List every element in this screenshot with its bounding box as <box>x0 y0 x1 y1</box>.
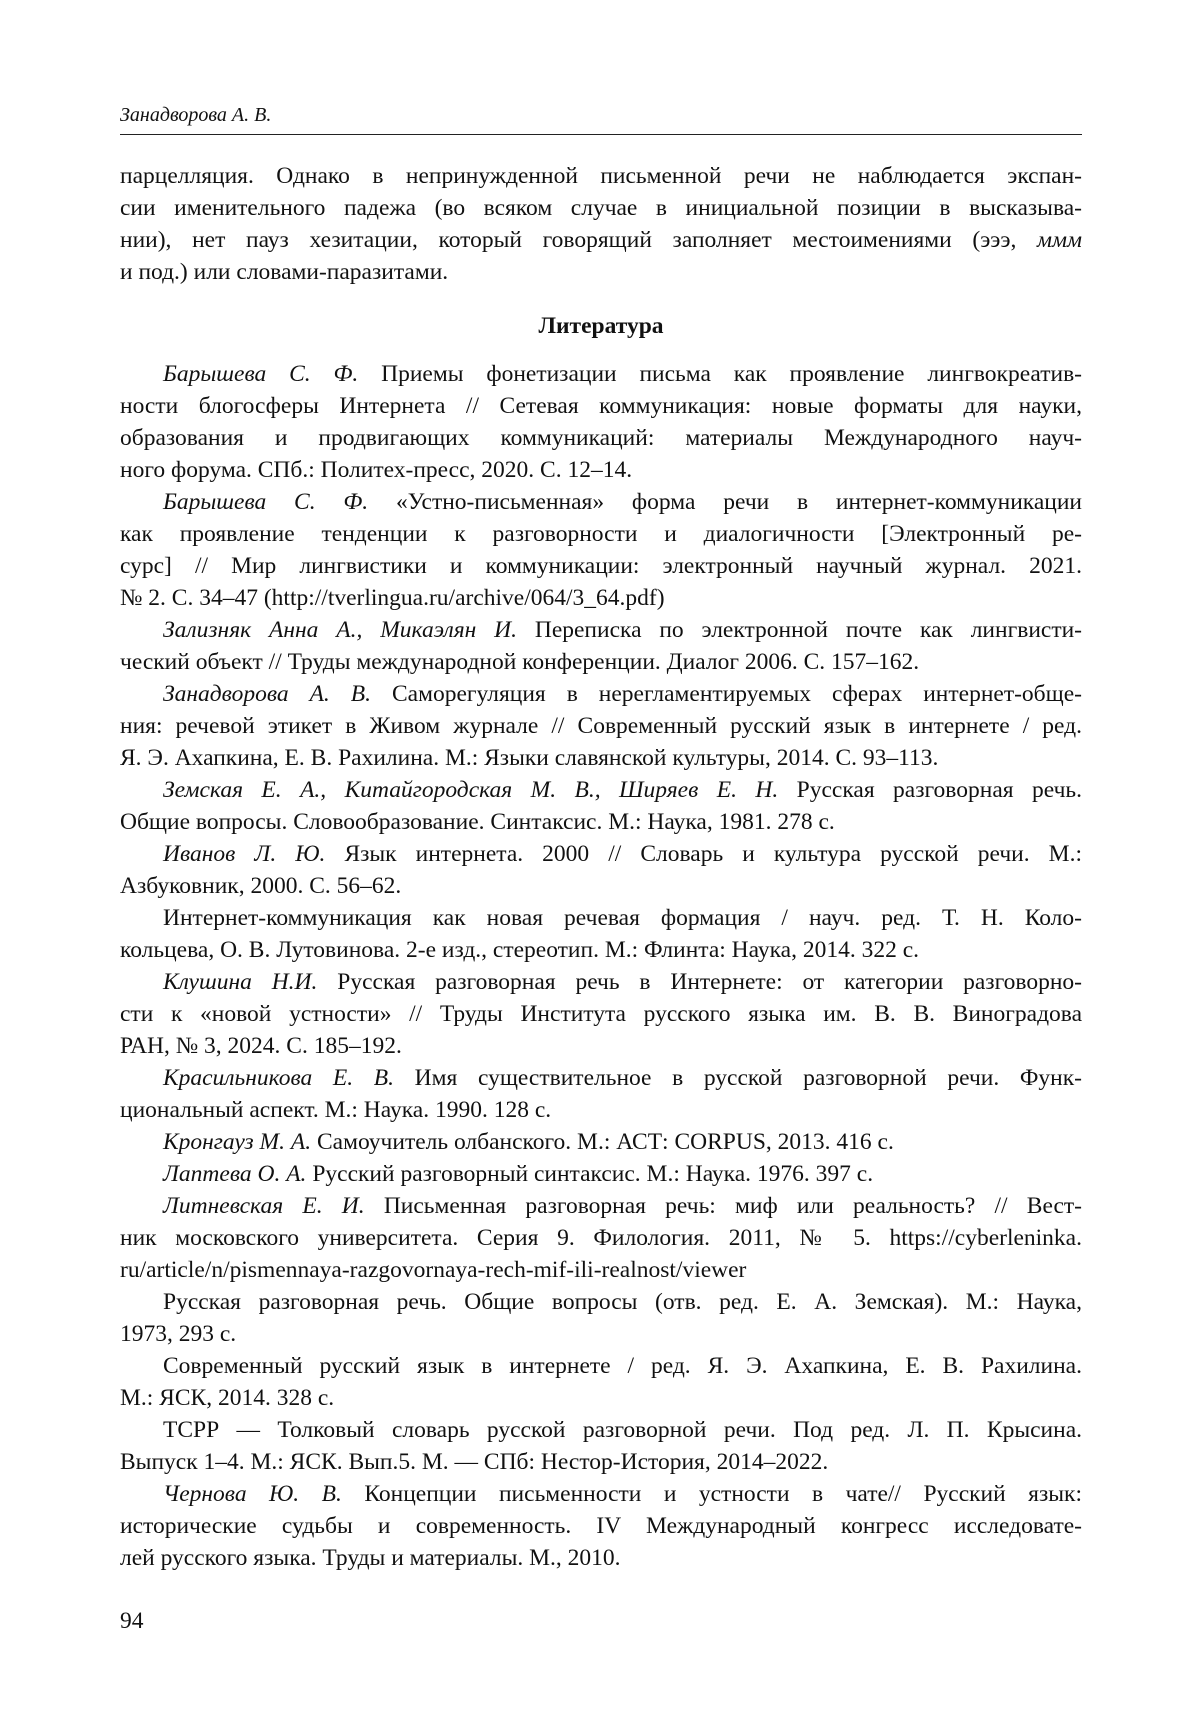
text-line: и под.) или словами-паразитами. <box>120 259 449 285</box>
reference-line: ности блогосферы Интернета // Сетевая коммуникация: новые форматы для науки, <box>120 393 1082 419</box>
reference-line: № 2. С. 34–47 (http://tverlingua.ru/archive/064/3_64.pdf) <box>120 585 665 611</box>
reference-line: кольцева, О. В. Лутовинова. 2-е изд., стереотип. М.: Флинта: Наука, 2014. 322 с. <box>120 937 920 963</box>
reference-author: Зализняк Анна А., Микаэлян И. <box>163 617 517 643</box>
reference-line: РАН, № 3, 2024. С. 185–192. <box>120 1033 402 1059</box>
reference-line: ния: речевой этикет в Живом журнале // Современный русский язык в интернете / ред. <box>120 713 1082 739</box>
reference-author: Чернова Ю. В. <box>163 1481 342 1507</box>
running-head: Занадворова А. В. <box>120 104 272 126</box>
reference-author: Литневская Е. И. <box>163 1193 365 1219</box>
reference-author: Иванов Л. Ю. <box>163 841 326 867</box>
reference-line: Русская разговорная речь. Общие вопросы (отв. ред. Е. А. Земская). М.: Наука, <box>163 1289 1082 1315</box>
reference-line: как проявление тенденции к разговорности и диалогичности [Электронный ре- <box>120 521 1082 547</box>
reference-line: циональный аспект. М.: Наука. 1990. 128 с. <box>120 1097 552 1123</box>
reference-line: Современный русский язык в интернете / ред. Я. Э. Ахапкина, Е. В. Рахилина. <box>163 1353 1082 1379</box>
reference-line: образования и продвигающих коммуникаций: материалы Международного науч- <box>120 425 1082 451</box>
reference-line: Земская Е. А., Китайгородская М. В., Ширяев Е. Н. Русская разговорная речь. <box>163 777 1082 803</box>
reference-line: ТСРР — Толковый словарь русской разговорной речи. Под ред. Л. П. Крысина. <box>163 1417 1082 1443</box>
reference-line: Клушина Н.И. Русская разговорная речь в Интернете: от категории разговорно- <box>163 969 1082 995</box>
reference-author: Земская Е. А., Китайгородская М. В., Ширяев Е. Н. <box>163 777 779 803</box>
reference-line: Азбуковник, 2000. С. 56–62. <box>120 873 402 899</box>
reference-line: сти к «новой устности» // Труды Института русского языка им. В. В. Виноградова <box>120 1001 1082 1027</box>
reference-line: лей русского языка. Труды и материалы. М., 2010. <box>120 1545 621 1571</box>
text-line: сии именительного падежа (во всяком случае в инициальной позиции в высказыва- <box>120 195 1082 221</box>
references-heading: Литература <box>538 313 664 339</box>
reference-line: Интернет-коммуникация как новая речевая формация / науч. ред. Т. Н. Коло- <box>163 905 1082 931</box>
reference-author: Занадворова А. В. <box>163 681 372 707</box>
reference-line: Выпуск 1–4. М.: ЯСК. Вып.5. М. — СПб: Нестор-История, 2014–2022. <box>120 1449 829 1475</box>
reference-author: Клушина Н.И. <box>163 969 318 995</box>
reference-author: Красильникова Е. В. <box>163 1065 395 1091</box>
reference-line: ного форума. СПб.: Политех-пресс, 2020. С. 12–14. <box>120 457 633 483</box>
page-number: 94 <box>120 1608 144 1634</box>
reference-line: Занадворова А. В. Саморегуляция в нерегламентируемых сферах интернет-обще- <box>163 681 1082 707</box>
reference-line: исторические судьбы и современность. IV Международный конгресс исследовате- <box>120 1513 1082 1539</box>
reference-line: Я. Э. Ахапкина, Е. В. Рахилина. М.: Языки славянской культуры, 2014. С. 93–113. <box>120 745 939 771</box>
reference-line: Кронгауз М. А. Самоучитель олбанского. М.: АСТ: CORPUS, 2013. 416 с. <box>163 1129 894 1155</box>
reference-line: Зализняк Анна А., Микаэлян И. Переписка по электронной почте как лингвисти- <box>163 617 1082 643</box>
reference-line: ru/article/n/pismennaya-razgovornaya-rech-mif-ili-realnost/viewer <box>120 1257 747 1283</box>
body-text <box>120 160 1082 1574</box>
reference-author: Лаптева О. А. <box>163 1161 307 1187</box>
reference-line: ческий объект // Труды международной конференции. Диалог 2006. С. 157–162. <box>120 649 920 675</box>
reference-author: Барышева С. Ф. <box>163 361 359 387</box>
reference-line: Иванов Л. Ю. Язык интернета. 2000 // Словарь и культура русской речи. М.: <box>163 841 1082 867</box>
text-line: нии), нет пауз хезитации, который говорящий заполняет местоимениями (эээ, ммм <box>120 227 1082 253</box>
reference-line: Барышева С. Ф. «Устно-письменная» форма речи в интернет-коммуникации <box>163 489 1082 515</box>
reference-line: Литневская Е. И. Письменная разговорная речь: миф или реальность? // Вест- <box>163 1193 1082 1219</box>
reference-author: Кронгауз М. А. <box>163 1129 312 1155</box>
header-rule <box>120 134 1082 135</box>
text-line: парцелляция. Однако в непринужденной письменной речи не наблюдается экспан- <box>120 163 1082 189</box>
reference-line: Лаптева О. А. Русский разговорный синтаксис. М.: Наука. 1976. 397 с. <box>163 1161 874 1187</box>
reference-line: Красильникова Е. В. Имя существительное в русской разговорной речи. Функ- <box>163 1065 1082 1091</box>
reference-line: М.: ЯСК, 2014. 328 с. <box>120 1385 335 1411</box>
reference-line: Общие вопросы. Словообразование. Синтаксис. М.: Наука, 1981. 278 с. <box>120 809 835 835</box>
reference-line: 1973, 293 с. <box>120 1321 237 1347</box>
reference-line: сурс] // Мир лингвистики и коммуникации: электронный научный журнал. 2021. <box>120 553 1082 579</box>
reference-line: Барышева С. Ф. Приемы фонетизации письма как проявление лингвокреатив- <box>163 361 1083 387</box>
reference-line: ник московского университета. Серия 9. Филология. 2011, № 5. https://cyberleninka. <box>120 1225 1082 1251</box>
reference-line: Чернова Ю. В. Концепции письменности и устности в чате// Русский язык: <box>163 1481 1082 1507</box>
reference-author: Барышева С. Ф. <box>163 489 369 515</box>
